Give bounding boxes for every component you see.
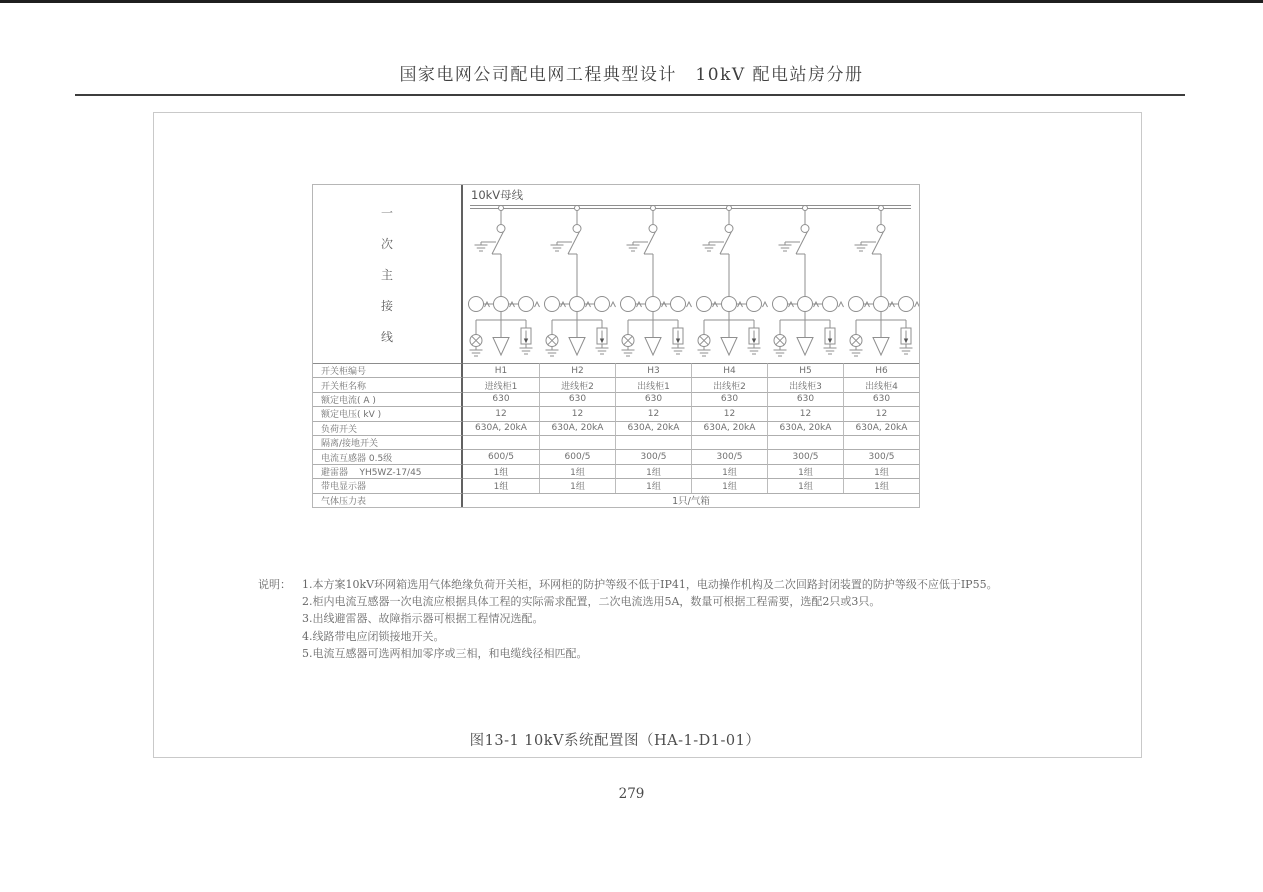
row-label: 额定电压( kV ) [313, 406, 463, 420]
table-value-cell: 630 [691, 392, 767, 406]
row-label: 额定电流( A ) [313, 392, 463, 406]
table-value-cell: 1组 [691, 478, 767, 492]
table-value-cell: 630A, 20kA [615, 421, 691, 435]
table-value-cell: 630 [615, 392, 691, 406]
earthing-switch-icon [475, 242, 497, 251]
arrester-icon [748, 320, 761, 354]
single-line-diagram [463, 185, 919, 363]
live-display-icon [774, 320, 787, 356]
busbar-line [470, 206, 911, 209]
table-value-cell: 300/5 [691, 449, 767, 463]
table-value-cell: 1组 [615, 464, 691, 478]
table-value-cell: H5 [767, 363, 843, 377]
arrester-icon [520, 320, 533, 354]
notes-items [302, 576, 998, 662]
table-value-cell: 12 [539, 406, 615, 420]
table-value-cell: 12 [843, 406, 919, 420]
cable-terminal-icon [645, 320, 661, 355]
primary-scheme-label-char: 一 [380, 205, 393, 220]
load-switch-icon [551, 206, 582, 255]
table-value-cell: 630 [767, 392, 843, 406]
earthing-switch-icon [855, 242, 877, 251]
table-value-cell: 出线柜2 [691, 377, 767, 391]
table-value-cell: 630A, 20kA [767, 421, 843, 435]
load-switch-icon [703, 206, 734, 255]
table-value-cell: H6 [843, 363, 919, 377]
table-value-cell: 出线柜3 [767, 377, 843, 391]
row-label: 带电显示器 [313, 478, 463, 492]
table-value-cell: 1组 [767, 464, 843, 478]
earthing-switch-icon [627, 242, 649, 251]
row-label: 隔离/接地开关 [313, 435, 463, 449]
row-label: 避雷器 YH5WZ-17/45 [313, 464, 463, 478]
table-value-cell: H3 [615, 363, 691, 377]
single-line-diagram-cell [463, 185, 919, 363]
table-value-cell: 600/5 [463, 449, 539, 463]
table-value-cell: 630A, 20kA [463, 421, 539, 435]
arrester-icon [824, 320, 837, 354]
table-value-cell: 1组 [463, 478, 539, 492]
current-transformer-icon [545, 297, 616, 312]
table-value-cell: 12 [615, 406, 691, 420]
table-value-cell [767, 435, 843, 449]
live-display-icon [622, 320, 635, 356]
header-rule [75, 94, 1185, 96]
cable-terminal-icon [721, 320, 737, 355]
spec-table [312, 184, 920, 508]
table-span-cell: 1只/气箱 [463, 493, 919, 507]
table-value-cell: 1组 [539, 464, 615, 478]
cable-terminal-icon [493, 320, 509, 355]
notes-block [258, 576, 998, 662]
bay-symbol [849, 206, 920, 357]
table-value-cell: 12 [767, 406, 843, 420]
note-item: 2.柜内电流互感器一次电流应根据具体工程的实际需求配置，二次电流选用5A，数量可根据工程需要，选配2只或3只。 [302, 595, 881, 609]
table-value-cell [463, 435, 539, 449]
table-value-cell: 1组 [843, 464, 919, 478]
cable-terminal-icon [797, 320, 813, 355]
table-value-cell: H1 [463, 363, 539, 377]
row-label: 负荷开关 [313, 421, 463, 435]
table-value-cell: 300/5 [615, 449, 691, 463]
arrester-icon [596, 320, 609, 354]
note-item: 5.电流互感器可选两相加零序或三相，和电缆线径相匹配。 [302, 646, 588, 660]
table-value-cell: 1组 [463, 464, 539, 478]
live-display-icon [698, 320, 711, 356]
table-value-cell: H2 [539, 363, 615, 377]
figure-caption: 图13-1 10kV系统配置图（HA-1-D1-01） [469, 733, 761, 749]
table-value-cell: 出线柜4 [843, 377, 919, 391]
note-item: 1.本方案10kV环网箱选用气体绝缘负荷开关柜，环网柜的防护等级不低于IP41，电动操作机构及二次回路封闭装置的防护等级不应低于IP55。 [302, 578, 998, 591]
table-value-cell: 出线柜1 [615, 377, 691, 391]
table-value-cell: 300/5 [767, 449, 843, 463]
table-value-cell [843, 435, 919, 449]
table-value-cell: 630 [843, 392, 919, 406]
arrester-icon [672, 320, 685, 354]
arrester-icon [900, 320, 913, 354]
load-switch-icon [855, 206, 886, 255]
cable-terminal-icon [873, 320, 889, 355]
primary-scheme-label-char: 主 [380, 267, 393, 282]
bay-symbol [621, 206, 692, 357]
table-value-cell [615, 435, 691, 449]
scan-edge-strip [0, 0, 1263, 3]
live-display-icon [546, 320, 559, 356]
note-item: 4.线路带电应闭锁接地开关。 [302, 629, 445, 643]
table-value-cell: 进线柜2 [539, 377, 615, 391]
notes-label: 说明： [258, 578, 291, 591]
live-display-icon [470, 320, 483, 356]
table-value-cell: 600/5 [539, 449, 615, 463]
bus-label: 10kV母线 [471, 188, 524, 202]
table-value-cell: 630A, 20kA [691, 421, 767, 435]
current-transformer-icon [621, 297, 692, 312]
primary-scheme-label-char: 接 [380, 298, 393, 313]
bay-symbol [545, 206, 616, 357]
note-item: 3.出线避雷器、故障指示器可根据工程情况选配。 [302, 612, 544, 626]
primary-scheme-label-char: 次 [380, 236, 393, 251]
table-value-cell [691, 435, 767, 449]
table-value-cell: 进线柜1 [463, 377, 539, 391]
drawing-frame [153, 112, 1142, 758]
load-switch-icon [779, 206, 810, 255]
table-value-cell: 1组 [767, 478, 843, 492]
table-value-cell: 1组 [615, 478, 691, 492]
bay-symbol [697, 206, 768, 357]
row-label: 气体压力表 [313, 493, 463, 507]
load-switch-icon [627, 206, 658, 255]
primary-scheme-label [313, 185, 463, 363]
table-value-cell: 12 [463, 406, 539, 420]
primary-scheme-label-char: 线 [380, 329, 393, 344]
table-value-cell: 630A, 20kA [539, 421, 615, 435]
table-value-cell: 1组 [691, 464, 767, 478]
page-header-title: 国家电网公司配电网工程典型设计 10kV 配电站房分册 [399, 65, 864, 85]
current-transformer-icon [469, 297, 540, 312]
table-value-cell: 12 [691, 406, 767, 420]
table-value-cell: 300/5 [843, 449, 919, 463]
load-switch-icon [475, 206, 506, 255]
earthing-switch-icon [779, 242, 801, 251]
row-label: 开关柜名称 [313, 377, 463, 391]
row-label: 电流互感器 0.5级 [313, 449, 463, 463]
current-transformer-icon [697, 297, 768, 312]
earthing-switch-icon [551, 242, 573, 251]
bay-symbol [469, 206, 540, 357]
table-value-cell: 630A, 20kA [843, 421, 919, 435]
table-value-cell: 1组 [539, 478, 615, 492]
table-value-cell [539, 435, 615, 449]
earthing-switch-icon [703, 242, 725, 251]
cable-terminal-icon [569, 320, 585, 355]
live-display-icon [850, 320, 863, 356]
table-value-cell: 1组 [843, 478, 919, 492]
current-transformer-icon [773, 297, 844, 312]
table-value-cell: 630 [463, 392, 539, 406]
table-value-cell: H4 [691, 363, 767, 377]
table-value-cell: 630 [539, 392, 615, 406]
current-transformer-icon [849, 297, 920, 312]
page-number: 279 [618, 786, 645, 802]
bay-symbol [773, 206, 844, 357]
row-label: 开关柜编号 [313, 363, 463, 377]
